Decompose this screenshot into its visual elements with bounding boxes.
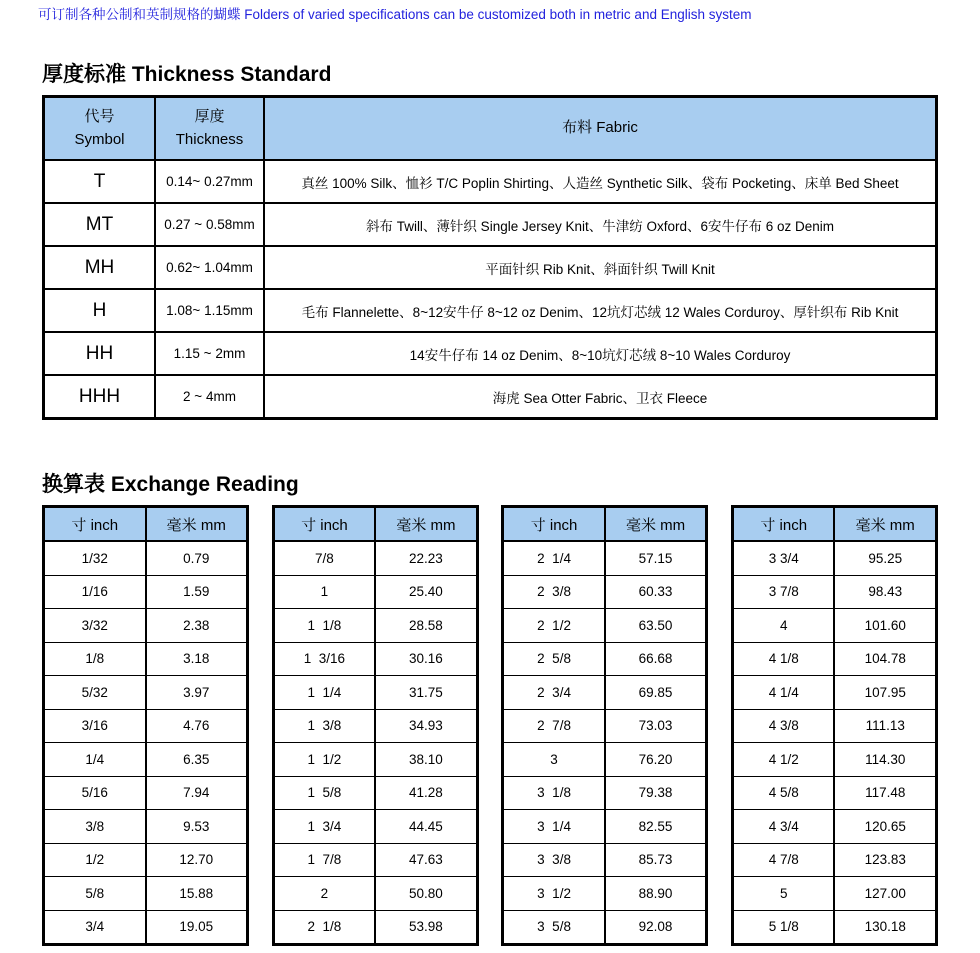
mm-value-cell: 3.97: [146, 676, 248, 710]
exchange-table-3: [501, 505, 708, 946]
inch-value-cell: 2 1/4: [503, 541, 605, 575]
symbol-cell: HH: [44, 332, 156, 375]
header-row: [732, 507, 936, 542]
exchange-row: [503, 810, 707, 844]
exchange-row: [44, 810, 248, 844]
inch-value-cell: 1/4: [44, 743, 146, 777]
exchange-row: [44, 743, 248, 777]
exchange-table-4-header: [732, 507, 936, 542]
exchange-row: [44, 709, 248, 743]
inch-value-cell: 3 5/8: [503, 910, 605, 945]
inch-value-cell: 4 1/8: [732, 642, 834, 676]
fabric-cell: 14安牛仔布 14 oz Denim、8~10坑灯芯绒 8~10 Wales Corduroy: [264, 332, 937, 375]
inch-value-cell: 3/32: [44, 609, 146, 643]
exchange-row: [44, 910, 248, 945]
fabric-cell: 毛布 Flannelette、8~12安牛仔 8~12 oz Denim、12坑灯芯绒 12 Wales Corduroy、厚针织布 Rib Knit: [264, 289, 937, 332]
mm-value-cell: 2.38: [146, 609, 248, 643]
exchange-row: [503, 877, 707, 911]
exchange-row: [503, 910, 707, 945]
mm-value-cell: 123.83: [834, 843, 936, 877]
exchange-row: [732, 575, 936, 609]
exchange-row: [503, 743, 707, 777]
inch-value-cell: 3 1/4: [503, 810, 605, 844]
thickness-cell: 1.08~ 1.15mm: [155, 289, 264, 332]
exchange-row: [732, 743, 936, 777]
inch-value-cell: 2 3/4: [503, 676, 605, 710]
exchange-row: [503, 575, 707, 609]
thickness-row: [44, 203, 937, 246]
exchange-section-title: 换算表 Exchange Reading: [42, 473, 299, 496]
exchange-table-2-body: [273, 541, 477, 945]
inch-column-header: 寸 inch: [732, 507, 834, 542]
inch-column-header: 寸 inch: [503, 507, 605, 542]
exchange-row: [273, 676, 477, 710]
mm-value-cell: 22.23: [375, 541, 477, 575]
exchange-row: [503, 541, 707, 575]
mm-value-cell: 73.03: [605, 709, 707, 743]
inch-value-cell: 4 5/8: [732, 776, 834, 810]
inch-value-cell: 1/8: [44, 642, 146, 676]
mm-value-cell: 3.18: [146, 642, 248, 676]
mm-value-cell: 101.60: [834, 609, 936, 643]
mm-value-cell: 38.10: [375, 743, 477, 777]
header-row: [44, 507, 248, 542]
exchange-row: [503, 609, 707, 643]
inch-value-cell: 4 3/8: [732, 709, 834, 743]
exchange-row: [503, 843, 707, 877]
exchange-row: [503, 676, 707, 710]
mm-value-cell: 92.08: [605, 910, 707, 945]
inch-value-cell: 3 1/8: [503, 776, 605, 810]
inch-value-cell: 2 5/8: [503, 642, 605, 676]
thickness-cell: 0.62~ 1.04mm: [155, 246, 264, 289]
mm-value-cell: 6.35: [146, 743, 248, 777]
exchange-row: [732, 776, 936, 810]
header-row: [44, 97, 937, 161]
mm-value-cell: 7.94: [146, 776, 248, 810]
fabric-cell: 真丝 100% Silk、恤衫 T/C Poplin Shirting、人造丝 Synthetic Silk、袋布 Pocketing、床单 Bed Sheet: [264, 160, 937, 203]
mm-value-cell: 79.38: [605, 776, 707, 810]
mm-value-cell: 127.00: [834, 877, 936, 911]
mm-column-header: 毫米 mm: [146, 507, 248, 542]
exchange-row: [273, 743, 477, 777]
mm-value-cell: 66.68: [605, 642, 707, 676]
mm-value-cell: 15.88: [146, 877, 248, 911]
mm-value-cell: 107.95: [834, 676, 936, 710]
mm-value-cell: 44.45: [375, 810, 477, 844]
exchange-row: [732, 642, 936, 676]
exchange-row: [273, 575, 477, 609]
mm-value-cell: 0.79: [146, 541, 248, 575]
inch-value-cell: 3/8: [44, 810, 146, 844]
exchange-row: [44, 575, 248, 609]
inch-value-cell: 1: [273, 575, 375, 609]
exchange-row: [273, 843, 477, 877]
symbol-header-zh: 代号: [84, 108, 115, 125]
thickness-row: [44, 289, 937, 332]
symbol-header-en: Symbol: [74, 130, 125, 148]
mm-value-cell: 130.18: [834, 910, 936, 945]
thickness-cell: 2 ~ 4mm: [155, 375, 264, 419]
thickness-row: [44, 375, 937, 419]
exchange-row: [44, 776, 248, 810]
inch-value-cell: 7/8: [273, 541, 375, 575]
exchange-row: [732, 910, 936, 945]
inch-value-cell: 3/16: [44, 709, 146, 743]
exchange-row: [732, 609, 936, 643]
thickness-table-header: [44, 97, 937, 161]
exchange-table-2-header: [273, 507, 477, 542]
top-note: 可订制各种公制和英制规格的蝴蝶 Folders of varied specifications can be customized both in metric and English system: [38, 7, 752, 22]
inch-value-cell: 4 3/4: [732, 810, 834, 844]
exchange-row: [44, 676, 248, 710]
thickness-row: [44, 246, 937, 289]
exchange-table-3-body: [503, 541, 707, 945]
mm-value-cell: 88.90: [605, 877, 707, 911]
thickness-table-body: [44, 160, 937, 419]
thickness-cell: 0.27 ~ 0.58mm: [155, 203, 264, 246]
mm-value-cell: 19.05: [146, 910, 248, 945]
mm-value-cell: 34.93: [375, 709, 477, 743]
symbol-cell: H: [44, 289, 156, 332]
exchange-row: [732, 676, 936, 710]
inch-value-cell: 3: [503, 743, 605, 777]
symbol-cell: T: [44, 160, 156, 203]
thickness-section-title: 厚度标准 Thickness Standard: [42, 63, 332, 86]
exchange-table-4: [731, 505, 938, 946]
inch-value-cell: 1 3/4: [273, 810, 375, 844]
inch-value-cell: 2 1/2: [503, 609, 605, 643]
exchange-row: [273, 810, 477, 844]
inch-value-cell: 4 1/2: [732, 743, 834, 777]
exchange-table-3-header: [503, 507, 707, 542]
symbol-cell: MH: [44, 246, 156, 289]
exchange-row: [732, 709, 936, 743]
mm-value-cell: 120.65: [834, 810, 936, 844]
exchange-row: [273, 776, 477, 810]
thickness-row: [44, 160, 937, 203]
exchange-row: [273, 910, 477, 945]
inch-value-cell: 4 1/4: [732, 676, 834, 710]
inch-value-cell: 1/2: [44, 843, 146, 877]
thickness-header-en: Thickness: [175, 130, 244, 148]
exchange-row: [44, 541, 248, 575]
symbol-cell: HHH: [44, 375, 156, 419]
exchange-tables-row: [42, 505, 938, 946]
mm-value-cell: 60.33: [605, 575, 707, 609]
inch-value-cell: 5/32: [44, 676, 146, 710]
mm-value-cell: 117.48: [834, 776, 936, 810]
inch-value-cell: 3 3/4: [732, 541, 834, 575]
exchange-row: [732, 843, 936, 877]
mm-column-header: 毫米 mm: [605, 507, 707, 542]
mm-value-cell: 4.76: [146, 709, 248, 743]
exchange-row: [503, 709, 707, 743]
exchange-row: [44, 609, 248, 643]
exchange-table-2: [272, 505, 479, 946]
symbol-cell: MT: [44, 203, 156, 246]
exchange-row: [273, 609, 477, 643]
exchange-table-1-header: [44, 507, 248, 542]
thickness-column-header: [155, 97, 264, 161]
mm-value-cell: 9.53: [146, 810, 248, 844]
mm-column-header: 毫米 mm: [375, 507, 477, 542]
inch-value-cell: 5/8: [44, 877, 146, 911]
fabric-column-header: 布料 Fabric: [264, 97, 937, 161]
mm-value-cell: 41.28: [375, 776, 477, 810]
mm-value-cell: 57.15: [605, 541, 707, 575]
exchange-table-1: [42, 505, 249, 946]
inch-value-cell: 1 3/8: [273, 709, 375, 743]
exchange-row: [732, 541, 936, 575]
inch-value-cell: 4 7/8: [732, 843, 834, 877]
mm-value-cell: 114.30: [834, 743, 936, 777]
exchange-row: [44, 642, 248, 676]
inch-value-cell: 5: [732, 877, 834, 911]
exchange-row: [732, 877, 936, 911]
thickness-cell: 1.15 ~ 2mm: [155, 332, 264, 375]
header-row: [273, 507, 477, 542]
fabric-cell: 斜布 Twill、薄针织 Single Jersey Knit、牛津纺 Oxford、6安牛仔布 6 oz Denim: [264, 203, 937, 246]
inch-value-cell: 3/4: [44, 910, 146, 945]
inch-value-cell: 1 1/2: [273, 743, 375, 777]
exchange-row: [44, 843, 248, 877]
fabric-cell: 海虎 Sea Otter Fabric、卫衣 Fleece: [264, 375, 937, 419]
mm-value-cell: 31.75: [375, 676, 477, 710]
exchange-row: [44, 877, 248, 911]
mm-value-cell: 28.58: [375, 609, 477, 643]
inch-value-cell: 1 1/8: [273, 609, 375, 643]
inch-value-cell: 2: [273, 877, 375, 911]
exchange-row: [503, 642, 707, 676]
mm-value-cell: 69.85: [605, 676, 707, 710]
mm-value-cell: 30.16: [375, 642, 477, 676]
exchange-row: [273, 642, 477, 676]
inch-value-cell: 3 3/8: [503, 843, 605, 877]
inch-value-cell: 4: [732, 609, 834, 643]
exchange-row: [273, 541, 477, 575]
mm-value-cell: 76.20: [605, 743, 707, 777]
inch-value-cell: 5/16: [44, 776, 146, 810]
thickness-cell: 0.14~ 0.27mm: [155, 160, 264, 203]
inch-column-header: 寸 inch: [273, 507, 375, 542]
mm-value-cell: 111.13: [834, 709, 936, 743]
inch-value-cell: 1/32: [44, 541, 146, 575]
mm-value-cell: 1.59: [146, 575, 248, 609]
exchange-table-1-body: [44, 541, 248, 945]
inch-value-cell: 3 7/8: [732, 575, 834, 609]
mm-value-cell: 104.78: [834, 642, 936, 676]
symbol-column-header: [44, 97, 156, 161]
mm-value-cell: 98.43: [834, 575, 936, 609]
inch-value-cell: 2 7/8: [503, 709, 605, 743]
mm-value-cell: 50.80: [375, 877, 477, 911]
mm-value-cell: 47.63: [375, 843, 477, 877]
exchange-row: [273, 877, 477, 911]
mm-value-cell: 63.50: [605, 609, 707, 643]
mm-value-cell: 82.55: [605, 810, 707, 844]
exchange-row: [732, 810, 936, 844]
inch-value-cell: 1 5/8: [273, 776, 375, 810]
inch-value-cell: 1/16: [44, 575, 146, 609]
exchange-table-4-body: [732, 541, 936, 945]
inch-value-cell: 2 1/8: [273, 910, 375, 945]
mm-value-cell: 95.25: [834, 541, 936, 575]
inch-value-cell: 1 3/16: [273, 642, 375, 676]
inch-value-cell: 3 1/2: [503, 877, 605, 911]
inch-value-cell: 1 7/8: [273, 843, 375, 877]
fabric-cell: 平面针织 Rib Knit、斜面针织 Twill Knit: [264, 246, 937, 289]
inch-column-header: 寸 inch: [44, 507, 146, 542]
mm-value-cell: 53.98: [375, 910, 477, 945]
inch-value-cell: 5 1/8: [732, 910, 834, 945]
mm-value-cell: 25.40: [375, 575, 477, 609]
thickness-table: [42, 95, 938, 420]
inch-value-cell: 2 3/8: [503, 575, 605, 609]
thickness-header-zh: 厚度: [194, 108, 225, 125]
mm-value-cell: 12.70: [146, 843, 248, 877]
exchange-row: [503, 776, 707, 810]
mm-column-header: 毫米 mm: [834, 507, 936, 542]
mm-value-cell: 85.73: [605, 843, 707, 877]
thickness-row: [44, 332, 937, 375]
exchange-row: [273, 709, 477, 743]
inch-value-cell: 1 1/4: [273, 676, 375, 710]
header-row: [503, 507, 707, 542]
